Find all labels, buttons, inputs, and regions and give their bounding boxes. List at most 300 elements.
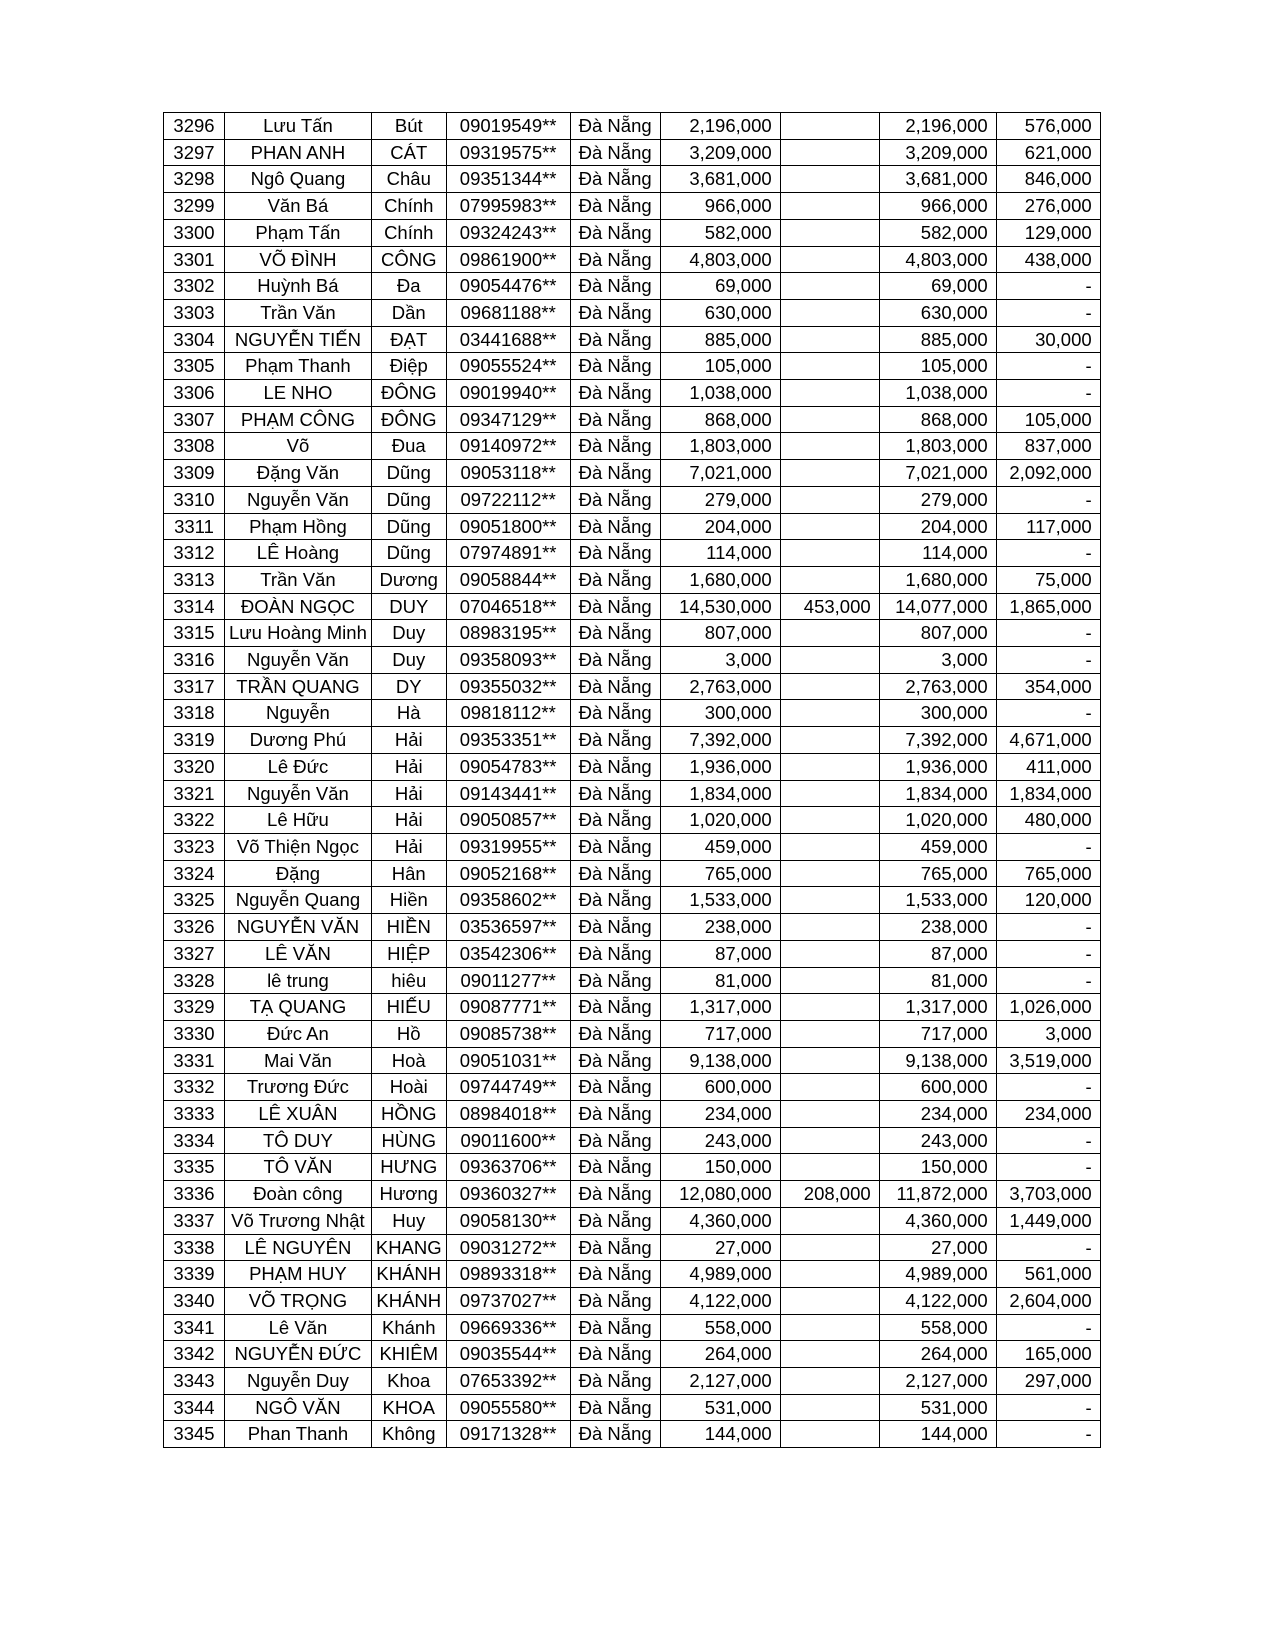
cell-city: Đà Nẵng xyxy=(570,593,660,620)
cell-last-middle-name: NGUYỄN TIẾN xyxy=(225,326,372,353)
cell-amount-net: 7,392,000 xyxy=(879,727,996,754)
cell-first-name: ĐÔNG xyxy=(371,380,446,407)
table-row xyxy=(164,433,1101,460)
cell-amount-deducted xyxy=(780,780,879,807)
cell-first-name: Dũng xyxy=(371,460,446,487)
cell-phone-number: 03542306** xyxy=(446,940,570,967)
cell-amount-total: 1,020,000 xyxy=(660,807,780,834)
cell-amount-deducted xyxy=(780,1421,879,1448)
cell-amount-total: 1,834,000 xyxy=(660,780,780,807)
cell-amount-deducted xyxy=(780,1047,879,1074)
table-row xyxy=(164,1261,1101,1288)
cell-amount-paid: - xyxy=(996,1074,1100,1101)
cell-amount-deducted xyxy=(780,1287,879,1314)
table-row xyxy=(164,513,1101,540)
cell-amount-deducted xyxy=(780,700,879,727)
cell-last-middle-name: Nguyễn Văn xyxy=(225,647,372,674)
cell-city: Đà Nẵng xyxy=(570,1394,660,1421)
cell-amount-net: 2,763,000 xyxy=(879,673,996,700)
cell-amount-net: 4,122,000 xyxy=(879,1287,996,1314)
cell-amount-net: 459,000 xyxy=(879,833,996,860)
cell-phone-number: 09035544** xyxy=(446,1341,570,1368)
cell-phone-number: 09054783** xyxy=(446,753,570,780)
cell-amount-deducted xyxy=(780,139,879,166)
cell-last-middle-name: Trần Văn xyxy=(225,299,372,326)
cell-amount-deducted xyxy=(780,1020,879,1047)
cell-phone-number: 09355032** xyxy=(446,673,570,700)
cell-first-name: DUY xyxy=(371,593,446,620)
cell-amount-paid: 297,000 xyxy=(996,1368,1100,1395)
cell-amount-net: 4,360,000 xyxy=(879,1207,996,1234)
cell-first-name: Đa xyxy=(371,273,446,300)
cell-amount-deducted xyxy=(780,1368,879,1395)
cell-amount-paid: 117,000 xyxy=(996,513,1100,540)
cell-phone-number: 09019940** xyxy=(446,380,570,407)
cell-amount-deducted xyxy=(780,1314,879,1341)
cell-phone-number: 03441688** xyxy=(446,326,570,353)
cell-amount-paid: 234,000 xyxy=(996,1101,1100,1128)
cell-amount-net: 558,000 xyxy=(879,1314,996,1341)
cell-amount-paid: 480,000 xyxy=(996,807,1100,834)
cell-city: Đà Nẵng xyxy=(570,353,660,380)
table-row xyxy=(164,1127,1101,1154)
cell-amount-net: 238,000 xyxy=(879,914,996,941)
cell-last-middle-name: Lê Hữu xyxy=(225,807,372,834)
cell-first-name: CÁT xyxy=(371,139,446,166)
table-row xyxy=(164,1074,1101,1101)
cell-amount-total: 3,681,000 xyxy=(660,166,780,193)
cell-amount-deducted xyxy=(780,914,879,941)
cell-amount-paid: 165,000 xyxy=(996,1341,1100,1368)
cell-phone-number: 09058844** xyxy=(446,566,570,593)
cell-amount-net: 1,936,000 xyxy=(879,753,996,780)
cell-amount-deducted xyxy=(780,406,879,433)
cell-last-middle-name: Đặng xyxy=(225,860,372,887)
cell-amount-total: 114,000 xyxy=(660,540,780,567)
cell-first-name: Khánh xyxy=(371,1314,446,1341)
cell-last-middle-name: Nguyễn Văn xyxy=(225,780,372,807)
cell-row-number: 3327 xyxy=(164,940,225,967)
cell-amount-deducted xyxy=(780,833,879,860)
cell-city: Đà Nẵng xyxy=(570,1368,660,1395)
cell-amount-net: 3,209,000 xyxy=(879,139,996,166)
cell-amount-net: 264,000 xyxy=(879,1341,996,1368)
cell-row-number: 3300 xyxy=(164,219,225,246)
cell-phone-number: 09031272** xyxy=(446,1234,570,1261)
cell-amount-total: 69,000 xyxy=(660,273,780,300)
cell-amount-net: 9,138,000 xyxy=(879,1047,996,1074)
table-row xyxy=(164,1207,1101,1234)
cell-city: Đà Nẵng xyxy=(570,994,660,1021)
cell-amount-net: 87,000 xyxy=(879,940,996,967)
cell-city: Đà Nẵng xyxy=(570,460,660,487)
cell-amount-deducted xyxy=(780,1341,879,1368)
cell-amount-deducted: 453,000 xyxy=(780,593,879,620)
cell-amount-deducted xyxy=(780,1074,879,1101)
cell-phone-number: 09324243** xyxy=(446,219,570,246)
cell-city: Đà Nẵng xyxy=(570,1207,660,1234)
cell-amount-paid: 411,000 xyxy=(996,753,1100,780)
cell-amount-total: 868,000 xyxy=(660,406,780,433)
cell-city: Đà Nẵng xyxy=(570,1234,660,1261)
cell-amount-total: 1,038,000 xyxy=(660,380,780,407)
cell-last-middle-name: Đức An xyxy=(225,1020,372,1047)
table-row xyxy=(164,326,1101,353)
cell-amount-paid: - xyxy=(996,299,1100,326)
cell-amount-net: 144,000 xyxy=(879,1421,996,1448)
cell-amount-total: 144,000 xyxy=(660,1421,780,1448)
cell-phone-number: 09143441** xyxy=(446,780,570,807)
cell-row-number: 3323 xyxy=(164,833,225,860)
cell-amount-total: 765,000 xyxy=(660,860,780,887)
cell-last-middle-name: TẠ QUANG xyxy=(225,994,372,1021)
cell-amount-deducted xyxy=(780,166,879,193)
cell-amount-net: 868,000 xyxy=(879,406,996,433)
cell-last-middle-name: VÕ ĐÌNH xyxy=(225,246,372,273)
cell-row-number: 3332 xyxy=(164,1074,225,1101)
cell-city: Đà Nẵng xyxy=(570,753,660,780)
cell-amount-paid: - xyxy=(996,1234,1100,1261)
table-row xyxy=(164,753,1101,780)
cell-phone-number: 09052168** xyxy=(446,860,570,887)
cell-amount-deducted xyxy=(780,1234,879,1261)
cell-city: Đà Nẵng xyxy=(570,1261,660,1288)
table-row xyxy=(164,860,1101,887)
cell-amount-total: 1,533,000 xyxy=(660,887,780,914)
cell-city: Đà Nẵng xyxy=(570,1421,660,1448)
cell-row-number: 3326 xyxy=(164,914,225,941)
cell-row-number: 3330 xyxy=(164,1020,225,1047)
cell-first-name: DY xyxy=(371,673,446,700)
cell-first-name: Hân xyxy=(371,860,446,887)
cell-row-number: 3304 xyxy=(164,326,225,353)
cell-last-middle-name: Phạm Thanh xyxy=(225,353,372,380)
cell-phone-number: 09140972** xyxy=(446,433,570,460)
cell-amount-paid: 30,000 xyxy=(996,326,1100,353)
cell-amount-paid: - xyxy=(996,1421,1100,1448)
cell-city: Đà Nẵng xyxy=(570,566,660,593)
cell-amount-paid: 765,000 xyxy=(996,860,1100,887)
cell-phone-number: 08984018** xyxy=(446,1101,570,1128)
table-row xyxy=(164,700,1101,727)
cell-amount-net: 69,000 xyxy=(879,273,996,300)
cell-amount-total: 558,000 xyxy=(660,1314,780,1341)
cell-amount-net: 2,196,000 xyxy=(879,113,996,140)
table-row xyxy=(164,1341,1101,1368)
cell-city: Đà Nẵng xyxy=(570,967,660,994)
cell-amount-paid: - xyxy=(996,620,1100,647)
cell-amount-paid: - xyxy=(996,1127,1100,1154)
cell-amount-deducted xyxy=(780,299,879,326)
cell-amount-deducted xyxy=(780,353,879,380)
cell-amount-deducted xyxy=(780,807,879,834)
cell-amount-deducted xyxy=(780,967,879,994)
cell-amount-net: 885,000 xyxy=(879,326,996,353)
cell-city: Đà Nẵng xyxy=(570,513,660,540)
cell-first-name: Châu xyxy=(371,166,446,193)
cell-amount-total: 243,000 xyxy=(660,1127,780,1154)
cell-amount-deducted xyxy=(780,1127,879,1154)
cell-last-middle-name: PHẠM CÔNG xyxy=(225,406,372,433)
cell-amount-deducted xyxy=(780,433,879,460)
cell-phone-number: 09058130** xyxy=(446,1207,570,1234)
table-row xyxy=(164,1421,1101,1448)
cell-amount-paid: 846,000 xyxy=(996,166,1100,193)
cell-amount-net: 300,000 xyxy=(879,700,996,727)
cell-amount-paid: 561,000 xyxy=(996,1261,1100,1288)
cell-phone-number: 09722112** xyxy=(446,486,570,513)
cell-amount-net: 807,000 xyxy=(879,620,996,647)
cell-amount-net: 150,000 xyxy=(879,1154,996,1181)
cell-phone-number: 09319575** xyxy=(446,139,570,166)
table-row xyxy=(164,486,1101,513)
cell-last-middle-name: Phạm Tấn xyxy=(225,219,372,246)
cell-row-number: 3306 xyxy=(164,380,225,407)
cell-amount-net: 14,077,000 xyxy=(879,593,996,620)
cell-city: Đà Nẵng xyxy=(570,1314,660,1341)
cell-last-middle-name: NGUYỄN VĂN xyxy=(225,914,372,941)
cell-amount-net: 630,000 xyxy=(879,299,996,326)
cell-amount-paid: - xyxy=(996,1394,1100,1421)
cell-row-number: 3325 xyxy=(164,887,225,914)
table-row xyxy=(164,139,1101,166)
cell-amount-total: 238,000 xyxy=(660,914,780,941)
cell-phone-number: 09737027** xyxy=(446,1287,570,1314)
cell-amount-deducted xyxy=(780,1207,879,1234)
cell-phone-number: 09055524** xyxy=(446,353,570,380)
cell-amount-deducted xyxy=(780,860,879,887)
cell-amount-total: 81,000 xyxy=(660,967,780,994)
cell-city: Đà Nẵng xyxy=(570,380,660,407)
cell-amount-net: 81,000 xyxy=(879,967,996,994)
cell-amount-deducted xyxy=(780,887,879,914)
cell-first-name: Khoa xyxy=(371,1368,446,1395)
cell-first-name: Hương xyxy=(371,1181,446,1208)
cell-last-middle-name: Phan Thanh xyxy=(225,1421,372,1448)
cell-row-number: 3319 xyxy=(164,727,225,754)
cell-row-number: 3317 xyxy=(164,673,225,700)
cell-first-name: Hải xyxy=(371,807,446,834)
cell-row-number: 3345 xyxy=(164,1421,225,1448)
cell-phone-number: 07046518** xyxy=(446,593,570,620)
cell-amount-net: 717,000 xyxy=(879,1020,996,1047)
cell-amount-total: 807,000 xyxy=(660,620,780,647)
cell-last-middle-name: Đặng Văn xyxy=(225,460,372,487)
cell-last-middle-name: Nguyễn Duy xyxy=(225,1368,372,1395)
table-row xyxy=(164,1047,1101,1074)
table-row xyxy=(164,1314,1101,1341)
cell-city: Đà Nẵng xyxy=(570,1341,660,1368)
cell-amount-paid: - xyxy=(996,914,1100,941)
table-row xyxy=(164,1154,1101,1181)
cell-phone-number: 09011600** xyxy=(446,1127,570,1154)
table-row xyxy=(164,1101,1101,1128)
cell-city: Đà Nẵng xyxy=(570,166,660,193)
cell-amount-total: 600,000 xyxy=(660,1074,780,1101)
cell-phone-number: 03536597** xyxy=(446,914,570,941)
cell-phone-number: 09893318** xyxy=(446,1261,570,1288)
cell-phone-number: 09351344** xyxy=(446,166,570,193)
cell-last-middle-name: Lưu Hoàng Minh xyxy=(225,620,372,647)
cell-first-name: HÙNG xyxy=(371,1127,446,1154)
cell-row-number: 3297 xyxy=(164,139,225,166)
table-row xyxy=(164,246,1101,273)
cell-amount-paid: 3,000 xyxy=(996,1020,1100,1047)
cell-phone-number: 09363706** xyxy=(446,1154,570,1181)
cell-amount-net: 1,038,000 xyxy=(879,380,996,407)
cell-amount-deducted xyxy=(780,1154,879,1181)
cell-amount-net: 7,021,000 xyxy=(879,460,996,487)
cell-amount-paid: - xyxy=(996,700,1100,727)
cell-amount-deducted xyxy=(780,113,879,140)
cell-city: Đà Nẵng xyxy=(570,406,660,433)
cell-amount-total: 7,392,000 xyxy=(660,727,780,754)
cell-amount-deducted xyxy=(780,1261,879,1288)
cell-first-name: KHÁNH xyxy=(371,1287,446,1314)
cell-amount-total: 264,000 xyxy=(660,1341,780,1368)
table-row xyxy=(164,380,1101,407)
table-row xyxy=(164,994,1101,1021)
table-row xyxy=(164,807,1101,834)
cell-first-name: Hải xyxy=(371,727,446,754)
cell-first-name: Điệp xyxy=(371,353,446,380)
cell-first-name: Dần xyxy=(371,299,446,326)
cell-city: Đà Nẵng xyxy=(570,219,660,246)
cell-last-middle-name: LÊ VĂN xyxy=(225,940,372,967)
cell-last-middle-name: Nguyễn Quang xyxy=(225,887,372,914)
cell-first-name: HIỆP xyxy=(371,940,446,967)
cell-amount-deducted xyxy=(780,460,879,487)
table-row xyxy=(164,647,1101,674)
table-row xyxy=(164,1181,1101,1208)
cell-first-name: Hải xyxy=(371,833,446,860)
cell-phone-number: 09744749** xyxy=(446,1074,570,1101)
cell-amount-net: 279,000 xyxy=(879,486,996,513)
cell-amount-net: 1,834,000 xyxy=(879,780,996,807)
cell-row-number: 3303 xyxy=(164,299,225,326)
cell-city: Đà Nẵng xyxy=(570,1127,660,1154)
table-row xyxy=(164,460,1101,487)
cell-row-number: 3335 xyxy=(164,1154,225,1181)
cell-first-name: Dũng xyxy=(371,486,446,513)
table-row xyxy=(164,1287,1101,1314)
cell-amount-net: 966,000 xyxy=(879,193,996,220)
cell-city: Đà Nẵng xyxy=(570,620,660,647)
cell-city: Đà Nẵng xyxy=(570,1020,660,1047)
cell-amount-paid: - xyxy=(996,486,1100,513)
table-row xyxy=(164,540,1101,567)
cell-amount-paid: 2,092,000 xyxy=(996,460,1100,487)
cell-first-name: Hải xyxy=(371,753,446,780)
cell-city: Đà Nẵng xyxy=(570,1047,660,1074)
cell-amount-deducted xyxy=(780,193,879,220)
cell-row-number: 3320 xyxy=(164,753,225,780)
cell-amount-deducted xyxy=(780,1394,879,1421)
cell-first-name: KHIÊM xyxy=(371,1341,446,1368)
cell-first-name: HƯNG xyxy=(371,1154,446,1181)
cell-first-name: Dương xyxy=(371,566,446,593)
cell-last-middle-name: NGÔ VĂN xyxy=(225,1394,372,1421)
cell-last-middle-name: Lê Văn xyxy=(225,1314,372,1341)
table-row xyxy=(164,1368,1101,1395)
cell-city: Đà Nẵng xyxy=(570,807,660,834)
cell-amount-paid: - xyxy=(996,380,1100,407)
cell-amount-paid: - xyxy=(996,940,1100,967)
cell-amount-deducted xyxy=(780,246,879,273)
cell-city: Đà Nẵng xyxy=(570,1101,660,1128)
cell-last-middle-name: Võ Trương Nhật xyxy=(225,1207,372,1234)
cell-first-name: Hà xyxy=(371,700,446,727)
cell-amount-total: 105,000 xyxy=(660,353,780,380)
table-row xyxy=(164,593,1101,620)
cell-last-middle-name: lê trung xyxy=(225,967,372,994)
cell-amount-deducted xyxy=(780,647,879,674)
cell-phone-number: 09055580** xyxy=(446,1394,570,1421)
cell-amount-paid: 3,703,000 xyxy=(996,1181,1100,1208)
cell-amount-net: 1,533,000 xyxy=(879,887,996,914)
cell-amount-total: 9,138,000 xyxy=(660,1047,780,1074)
cell-phone-number: 09353351** xyxy=(446,727,570,754)
cell-amount-net: 1,317,000 xyxy=(879,994,996,1021)
cell-first-name: Hiền xyxy=(371,887,446,914)
cell-row-number: 3343 xyxy=(164,1368,225,1395)
cell-row-number: 3299 xyxy=(164,193,225,220)
cell-row-number: 3310 xyxy=(164,486,225,513)
cell-city: Đà Nẵng xyxy=(570,647,660,674)
cell-amount-total: 27,000 xyxy=(660,1234,780,1261)
cell-phone-number: 09051800** xyxy=(446,513,570,540)
cell-row-number: 3309 xyxy=(164,460,225,487)
cell-amount-net: 1,680,000 xyxy=(879,566,996,593)
cell-row-number: 3315 xyxy=(164,620,225,647)
cell-phone-number: 09050857** xyxy=(446,807,570,834)
cell-first-name: ĐẠT xyxy=(371,326,446,353)
cell-amount-net: 531,000 xyxy=(879,1394,996,1421)
cell-amount-paid: 1,834,000 xyxy=(996,780,1100,807)
cell-city: Đà Nẵng xyxy=(570,727,660,754)
cell-first-name: hiêu xyxy=(371,967,446,994)
cell-amount-paid: 276,000 xyxy=(996,193,1100,220)
cell-first-name: KHOA xyxy=(371,1394,446,1421)
cell-row-number: 3336 xyxy=(164,1181,225,1208)
cell-row-number: 3324 xyxy=(164,860,225,887)
cell-amount-total: 966,000 xyxy=(660,193,780,220)
cell-first-name: HỒNG xyxy=(371,1101,446,1128)
cell-row-number: 3316 xyxy=(164,647,225,674)
cell-amount-paid: - xyxy=(996,540,1100,567)
data-table xyxy=(163,112,1101,1448)
cell-first-name: HIẾU xyxy=(371,994,446,1021)
cell-first-name: ĐÔNG xyxy=(371,406,446,433)
cell-amount-paid: 621,000 xyxy=(996,139,1100,166)
cell-last-middle-name: Dương Phú xyxy=(225,727,372,754)
cell-city: Đà Nẵng xyxy=(570,700,660,727)
cell-amount-net: 114,000 xyxy=(879,540,996,567)
cell-last-middle-name: TRẦN QUANG xyxy=(225,673,372,700)
cell-first-name: CÔNG xyxy=(371,246,446,273)
cell-amount-deducted xyxy=(780,273,879,300)
cell-row-number: 3305 xyxy=(164,353,225,380)
cell-city: Đà Nẵng xyxy=(570,299,660,326)
cell-last-middle-name: VÕ TRỌNG xyxy=(225,1287,372,1314)
cell-city: Đà Nẵng xyxy=(570,433,660,460)
cell-amount-deducted xyxy=(780,994,879,1021)
cell-amount-paid: - xyxy=(996,273,1100,300)
table-row xyxy=(164,1234,1101,1261)
cell-city: Đà Nẵng xyxy=(570,1154,660,1181)
cell-amount-deducted xyxy=(780,540,879,567)
cell-amount-paid: 576,000 xyxy=(996,113,1100,140)
